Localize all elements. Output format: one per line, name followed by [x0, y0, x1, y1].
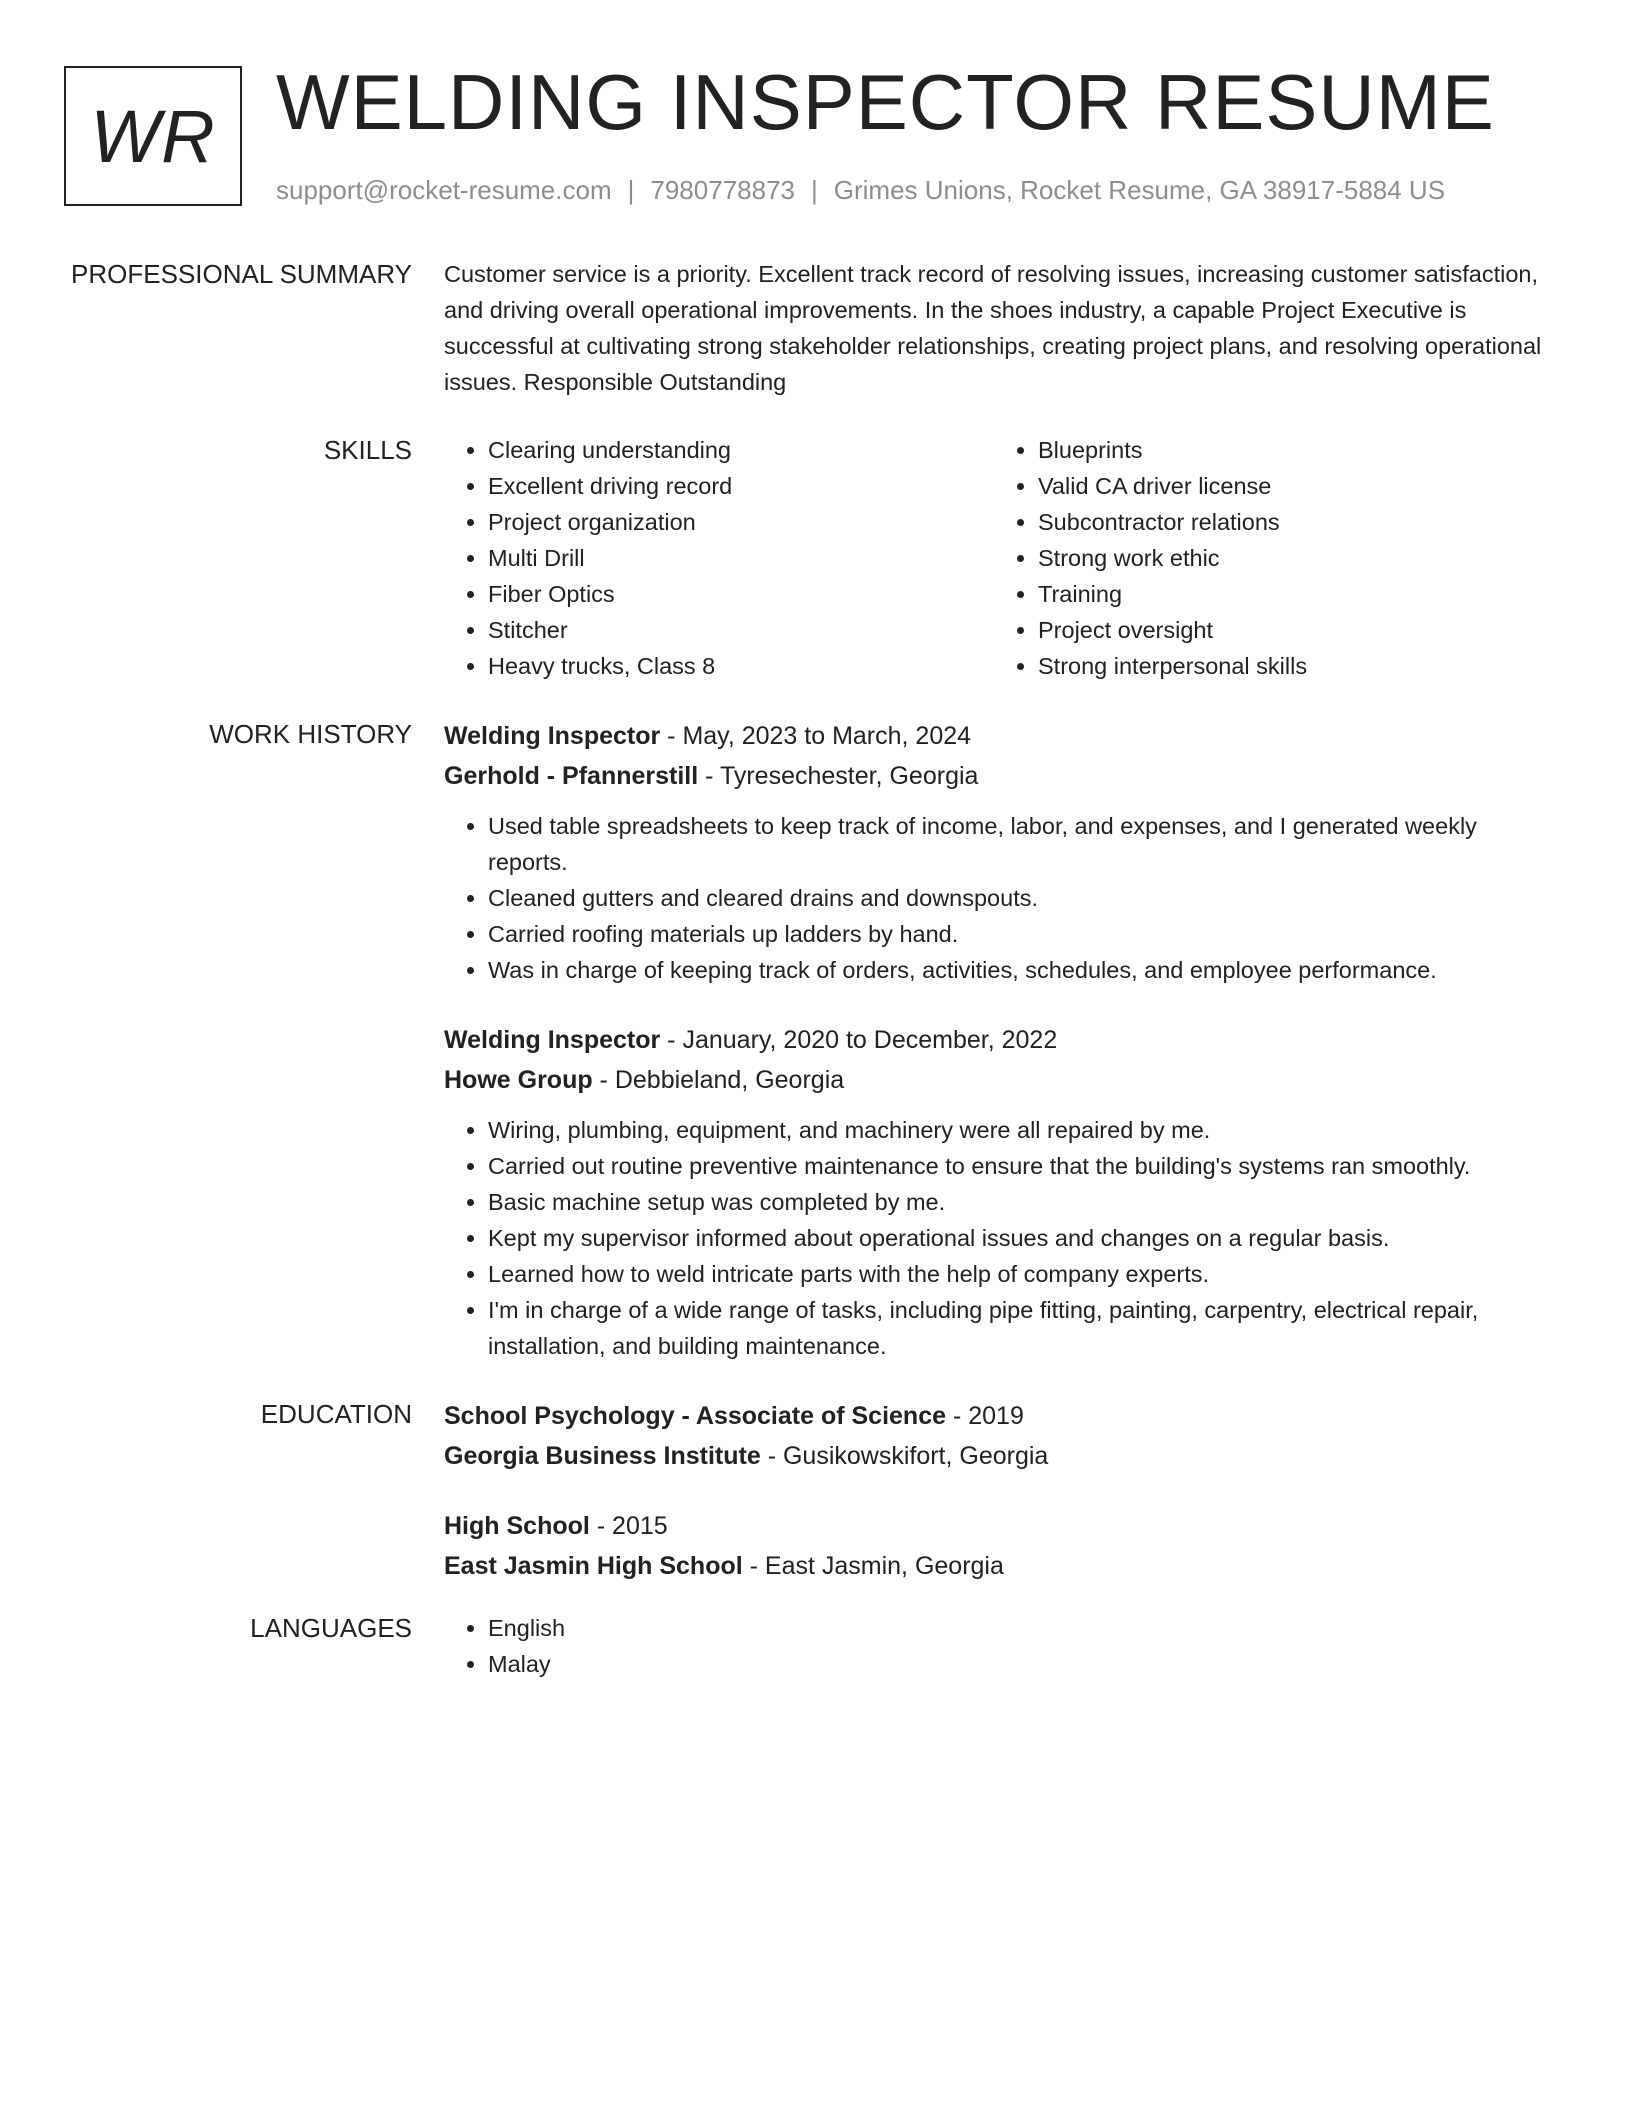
contact-separator: |: [811, 175, 818, 205]
language-item: • Malay: [488, 1646, 1544, 1682]
skills-list-left: [444, 432, 994, 684]
job-bullets: [444, 808, 1544, 988]
education-location: - Gusikowskifort, Georgia: [760, 1442, 1049, 1470]
job-bullet: • Carried out routine preventive maintenance to ensure that the building's systems ran smoothly.: [488, 1148, 1544, 1184]
job-bullet: • Basic machine setup was completed by me.: [488, 1184, 1544, 1220]
monogram-initials: WR: [90, 94, 216, 178]
languages-heading: LANGUAGES: [250, 1613, 412, 1643]
skill-item: • Stitcher: [488, 612, 994, 648]
languages-list: [444, 1610, 1544, 1682]
languages-content: [444, 1610, 1544, 1682]
contact-line: [276, 172, 1445, 208]
job-company-line: [444, 756, 1544, 796]
job-bullet: • Kept my supervisor informed about operational issues and changes on a regular basis.: [488, 1220, 1544, 1256]
job-bullet: • Cleaned gutters and cleared drains and downspouts.: [488, 880, 1544, 916]
skill-item: • Multi Drill: [488, 540, 994, 576]
work-heading: WORK HISTORY: [209, 719, 412, 749]
job-location: - Tyresechester, Georgia: [698, 762, 979, 790]
skill-item: • Clearing understanding: [488, 432, 994, 468]
resume-title: WELDING INSPECTOR RESUME: [276, 58, 1495, 146]
contact-separator: |: [627, 175, 635, 205]
skill-item: • Project organization: [488, 504, 994, 540]
education-degree-line: [444, 1396, 1544, 1436]
education-school: East Jasmin High School: [444, 1552, 743, 1580]
education-degree-line: [444, 1506, 1544, 1546]
education-entry: [444, 1396, 1544, 1476]
skill-item: • Fiber Optics: [488, 576, 994, 612]
summary-text: Customer service is a priority. Excellent track record of resolving issues, increasing customer satisfaction, and driving overall operational improvements. In the shoes industry, a capable Project Executive is successful at cultivating strong stakeholder relationships, creating project plans, and resolving operational issues. Responsible Outstanding: [444, 261, 1542, 395]
contact-address: Grimes Unions, Rocket Resume, GA 38917-5884 US: [833, 175, 1446, 205]
job-company: Gerhold - Pfannerstill: [444, 762, 699, 790]
job-bullets: [444, 1112, 1544, 1364]
skill-item: • Project oversight: [1038, 612, 1544, 648]
job-company-line: [444, 1060, 1544, 1100]
contact-email: support@rocket-resume.com: [276, 175, 612, 205]
work-content: [444, 716, 1544, 1364]
job-entry: [444, 716, 1544, 988]
skill-item: • Strong work ethic: [1038, 540, 1544, 576]
skill-item: • Heavy trucks, Class 8: [488, 648, 994, 684]
skill-item: • Subcontractor relations: [1038, 504, 1544, 540]
education-school-line: [444, 1546, 1544, 1586]
job-dates: - January, 2020 to December, 2022: [660, 1026, 1058, 1054]
job-entry: [444, 1020, 1544, 1364]
education-degree: School Psychology - Associate of Science: [444, 1402, 947, 1430]
job-company: Howe Group: [444, 1066, 593, 1094]
job-title: Welding Inspector: [444, 722, 661, 750]
education-school: Georgia Business Institute: [444, 1442, 761, 1470]
education-year: - 2015: [589, 1512, 668, 1540]
job-title-line: [444, 716, 1544, 756]
education-degree: High School: [444, 1512, 590, 1540]
job-title-line: [444, 1020, 1544, 1060]
job-dates: - May, 2023 to March, 2024: [660, 722, 972, 750]
education-entry: [444, 1506, 1544, 1586]
job-title: Welding Inspector: [444, 1026, 661, 1054]
job-bullet: • I'm in charge of a wide range of tasks, including pipe fitting, painting, carpentry, electrical repair, installation, and building maintenance.: [488, 1292, 1544, 1364]
skill-item: • Blueprints: [1038, 432, 1544, 468]
job-bullet: • Was in charge of keeping track of orders, activities, schedules, and employee performance.: [488, 952, 1544, 988]
skills-list-right: [994, 432, 1544, 684]
education-heading: EDUCATION: [260, 1399, 412, 1429]
skills-content: [444, 432, 1544, 684]
skill-item: • Strong interpersonal skills: [1038, 648, 1544, 684]
monogram-logo: [64, 66, 242, 206]
education-content: [444, 1396, 1544, 1586]
summary-content: [444, 256, 1544, 400]
job-location: - Debbieland, Georgia: [592, 1066, 845, 1094]
language-item: • English: [488, 1610, 1544, 1646]
skills-heading: SKILLS: [323, 435, 412, 465]
education-location: - East Jasmin, Georgia: [742, 1552, 1004, 1580]
skill-item: • Excellent driving record: [488, 468, 994, 504]
education-school-line: [444, 1436, 1544, 1476]
contact-phone: 7980778873: [650, 175, 795, 205]
education-year: - 2019: [946, 1402, 1024, 1430]
job-bullet: • Used table spreadsheets to keep track of income, labor, and expenses, and I generated weekly reports.: [488, 808, 1544, 880]
summary-heading: PROFESSIONAL SUMMARY: [71, 259, 412, 289]
skill-item: • Training: [1038, 576, 1544, 612]
job-bullet: • Wiring, plumbing, equipment, and machinery were all repaired by me.: [488, 1112, 1544, 1148]
job-bullet: • Carried roofing materials up ladders by hand.: [488, 916, 1544, 952]
skill-item: • Valid CA driver license: [1038, 468, 1544, 504]
job-bullet: • Learned how to weld intricate parts with the help of company experts.: [488, 1256, 1544, 1292]
